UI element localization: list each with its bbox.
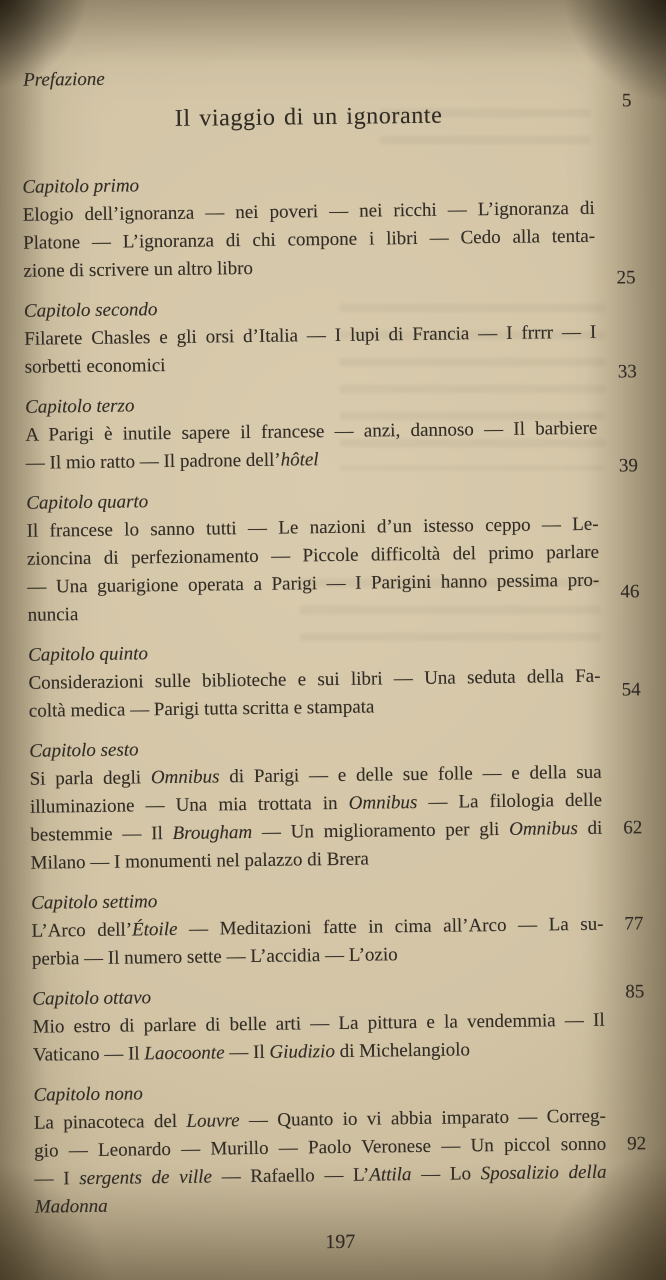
chapter-description-line: bestemmie — Il Brougham — Un miglioramento per gli Omnibus di (30, 817, 603, 846)
chapter-page-number: 77 (624, 913, 644, 935)
chapter-page-number: 25 (616, 267, 636, 289)
chapter-heading: Capitolo quarto (26, 491, 149, 514)
chapter-heading: Capitolo terzo (25, 395, 135, 418)
chapter-page-number: 39 (618, 455, 639, 477)
chapter-entry (28, 635, 641, 726)
title-page-number: 5 (621, 90, 632, 112)
section-label: Prefazione (23, 68, 105, 91)
chapter-heading: Capitolo sesto (29, 739, 139, 762)
chapter-description-line: Vaticano — Il Laocoonte — Il Giudizio di Michelangiolo (32, 1039, 471, 1066)
chapter-description-line: sorbetti economici (24, 355, 166, 378)
chapter-page-number: 46 (620, 581, 640, 603)
page-title: Il viaggio di un ignorante (174, 102, 443, 132)
chapter-description-line: L’Arco dell’Étoile — Meditazioni fatte in cima all’Arco — La su- (31, 913, 604, 942)
chapter-description-line: illuminazione — Una mia trottata in Omnibus — La filologia delle (29, 789, 603, 818)
chapter-entry (22, 167, 636, 289)
chapter-description-line: Filarete Chasles e gli orsi d’Italia — I lupi di Francia — I frrrr — I (24, 321, 597, 350)
chapter-description-line: Madonna (34, 1195, 108, 1218)
chapter-page-number: 33 (617, 361, 637, 383)
chapter-heading: Capitolo secondo (23, 299, 158, 322)
chapter-description-line: coltà medica — Parigi tutta scritta e stampata (28, 696, 375, 722)
chapter-description-line: A Parigi è inutile sapere il francese — anzi, dannoso — Il barbiere (25, 417, 598, 446)
chapter-description-line: — Una guarigione operata a Parigi — I Parigini hanno pessima pro- (27, 569, 600, 598)
chapter-list (22, 166, 647, 1233)
chapter-page-number: 54 (621, 679, 641, 701)
chapter-heading: Capitolo nono (33, 1083, 143, 1106)
chapter-heading: Capitolo ottavo (32, 987, 152, 1010)
chapter-description-line: zione di scrivere un altro libro (23, 257, 254, 282)
chapter-description-line: Il francese lo sanno tutti — Le nazioni d’un istesso ceppo — Le- (26, 513, 599, 542)
chapter-page-number: 62 (623, 817, 643, 839)
chapter-page-number: 85 (625, 981, 645, 1003)
chapter-description-line: nuncia (27, 604, 79, 626)
chapter-entry (33, 1075, 647, 1222)
chapter-entry (23, 291, 637, 383)
chapter-entry (25, 387, 639, 478)
chapter-page-number: 92 (627, 1133, 647, 1155)
chapter-entry (32, 979, 645, 1070)
chapter-description-line: Si parla degli Omnibus di Parigi — e delle sue folle — e della sua (29, 761, 602, 790)
footer-page-number: 197 (325, 1230, 356, 1254)
chapter-description-line: zioncina di perfezionamento — Piccole difficoltà del primo parlare (26, 541, 600, 570)
chapter-description-line: Elogio dell’ignoranza — nei poveri — nei ricchi — L’ignoranza di (22, 197, 595, 226)
chapter-entry (31, 883, 644, 974)
chapter-description-line: perbia — Il numero sette — L’accidia — L’ozio (31, 944, 398, 970)
chapter-entry (26, 483, 640, 630)
chapter-description-line: gio — Leonardo — Murillo — Paolo Veronese — Un piccol sonno (34, 1133, 607, 1162)
chapter-description-line: Considerazioni sulle biblioteche e sui libri — Una seduta della Fa- (28, 665, 601, 694)
chapter-heading: Capitolo primo (22, 175, 140, 198)
chapter-heading: Capitolo quinto (28, 643, 149, 666)
chapter-heading: Capitolo settimo (31, 891, 158, 914)
chapter-description-line: — I sergents de ville — Rafaello — L’Attila — Lo Sposalizio della (34, 1161, 607, 1190)
chapter-description-line: Mio estro di parlare di belle arti — La pittura e la vendemmia — Il (32, 1009, 605, 1038)
chapter-description-line: — Il mio ratto — Il padrone dell’hôtel (25, 449, 319, 474)
chapter-description-line: La pinacoteca del Louvre — Quanto io vi abbia imparato — Correg- (33, 1105, 606, 1134)
chapter-description-line: Milano — I monumenti nel palazzo di Brera (30, 848, 370, 874)
chapter-entry (29, 731, 643, 878)
chapter-description-line: Platone — L’ignoranza di chi compone i libri — Cedo alla tenta- (23, 225, 596, 254)
